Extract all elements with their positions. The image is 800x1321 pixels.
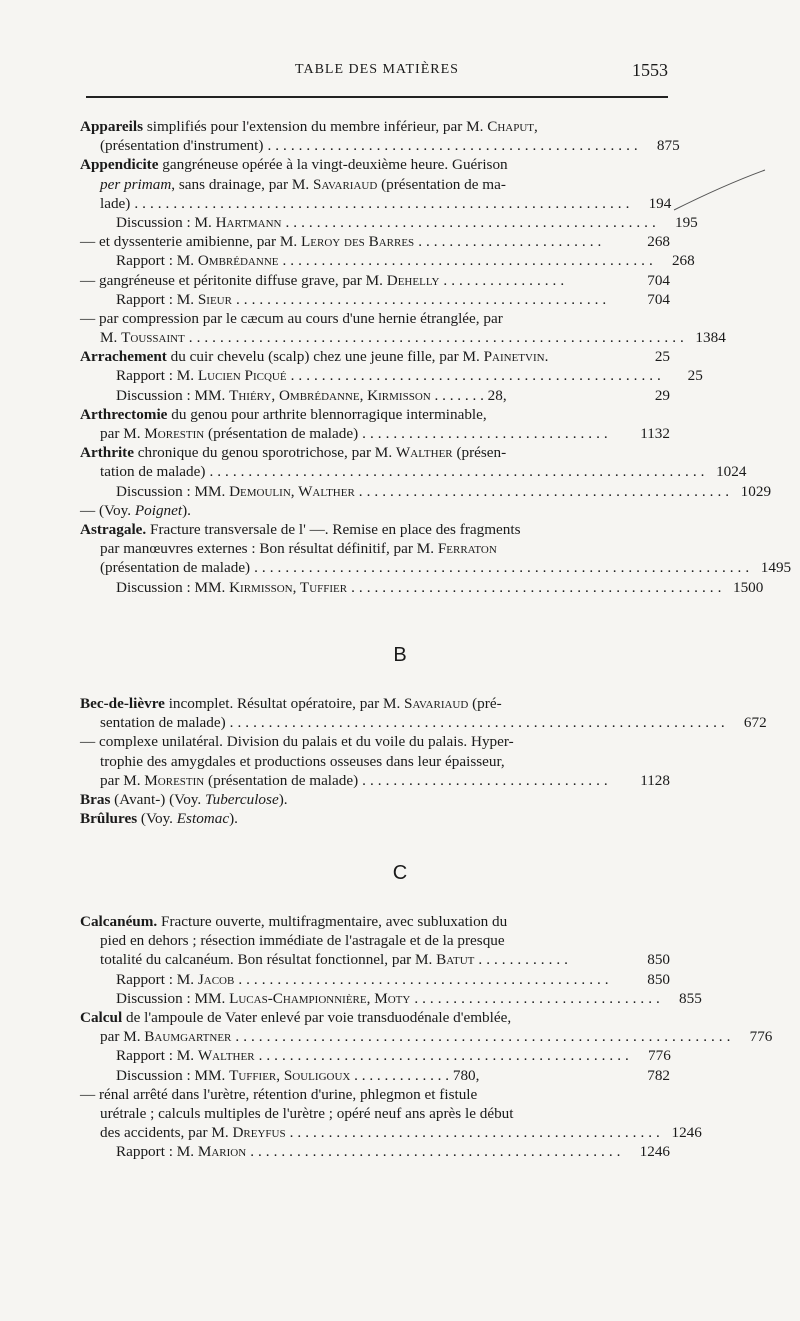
entry-line: Arthrite chronique du genou sporotrichose, par M. Walther (présen- — [80, 444, 507, 462]
entry-line: pied en dehors ; résection immédiate de l'astragale et de la presque — [100, 932, 505, 950]
entry-line: par M. Morestin (présentation de malade) ................................ 1132 — [100, 425, 670, 442]
entry-line: tation de malade) ................................................................ 1024 — [100, 463, 747, 481]
entry-line: Discussion : MM. Kirmisson, Tuffier ................................................ 1500 — [116, 578, 764, 596]
entry-line: par manœuvres externes : Bon résultat définitif, par M. Ferraton — [100, 540, 497, 558]
entry-line: Appareils simplifiés pour l'extension du membre inférieur, par M. Chaput, — [80, 118, 538, 135]
entry-line: — gangréneuse et péritonite diffuse grave, par M. Dehelly ................ 704 — [80, 271, 670, 289]
entry-line: totalité du calcanéum. Bon résultat fonctionnel, par M. Batut ............ 850 — [100, 951, 670, 969]
entry-line: Arthrectomie du genou pour arthrite blennorragique interminable, — [80, 405, 487, 423]
entry-line: — (Voy. Poignet). — [80, 501, 191, 519]
page-number: 1553 — [632, 60, 668, 80]
entry-line: Discussion : MM. Demoulin, Walther ................................................ 1029 — [116, 482, 772, 500]
entry-line: Discussion : MM. Lucas-Championnière, Moty ................................ 855 — [116, 989, 702, 1007]
entry-line: Rapport : M. Marion ................................................ 1246 — [116, 1143, 670, 1161]
section-letter-b: B — [393, 644, 407, 666]
entry-line: — complexe unilatéral. Division du palais et du voile du palais. Hyper- — [80, 733, 514, 751]
entry-line: urétrale ; calculs multiples de l'urètre ; opéré neuf ans après le début — [100, 1104, 514, 1122]
entry-line: Rapport : M. Walther ................................................ 776 — [116, 1047, 671, 1065]
header-rule — [86, 96, 668, 98]
entry-line: Rapport : M. Sieur ................................................ 704 — [116, 290, 670, 308]
entry-line: Discussion : MM. Tuffier, Souligoux . . . . . . . . . . . . . 780, 782 — [116, 1066, 670, 1084]
section-b — [80, 694, 767, 828]
entry-line: lade) ................................................................ 194 — [100, 194, 672, 212]
page-header — [86, 60, 668, 86]
entry-line: Bec-de-lièvre incomplet. Résultat opératoire, par M. Savariaud (pré- — [80, 695, 502, 712]
running-title: TABLE DES MATIÈRES — [295, 62, 459, 77]
entry-line: Bras (Avant-) (Voy. Tuberculose). — [80, 790, 288, 808]
entry-line: des accidents, par M. Dreyfus ................................................ 1246 — [100, 1124, 702, 1142]
entry-line: Rapport : M. Lucien Picqué ................................................ 25 — [116, 367, 703, 385]
entry-line: Calcanéum. Fracture ouverte, multifragmentaire, avec subluxation du — [80, 913, 508, 930]
entry-line: (présentation de malade) ................................................................ 1495 — [100, 559, 792, 577]
entry-line: Discussion : MM. Thiéry, Ombrédanne, Kirmisson . . . . . . . 28, 29 — [116, 386, 670, 404]
entry-line: Astragale. Fracture transversale de l' —. Remise en place des fragments — [80, 520, 521, 538]
entry-line: — et dyssenterie amibienne, par M. Leroy des Barres ........................ 268 — [80, 233, 670, 251]
entry-line: Brûlures (Voy. Estomac). — [80, 810, 238, 828]
section-letter-c: C — [392, 862, 408, 884]
pen-stroke-mark — [672, 168, 767, 213]
section-c — [80, 912, 773, 1161]
entry-line: — par compression par le cæcum au cours d'une hernie étranglée, par — [80, 309, 503, 327]
entry-line: trophie des amygdales et productions osseuses dans leur épaisseur, — [100, 752, 505, 770]
entry-line: M. Toussaint ................................................................ 1384 — [100, 329, 726, 347]
entry-line: par M. Morestin (présentation de malade) ................................ 1128 — [100, 771, 670, 789]
entry-line: Appendicite gangréneuse opérée à la vingt-deuxième heure. Guérison — [80, 156, 508, 174]
entry-line: par M. Baumgartner ................................................................ 776 — [100, 1028, 773, 1046]
entry-line: Calcul de l'ampoule de Vater enlevé par voie transduodénale d'emblée, — [80, 1008, 512, 1026]
section-a — [80, 117, 792, 597]
entry-line: sentation de malade) ................................................................ 672 — [100, 714, 767, 732]
entry-line: Arrachement du cuir chevelu (scalp) chez une jeune fille, par M. Painetvin. 25 — [80, 348, 670, 366]
entry-line: Rapport : M. Ombrédanne ................................................ 268 — [116, 252, 695, 270]
entry-line: Rapport : M. Jacob ................................................ 850 — [116, 970, 670, 988]
entry-line: (présentation d'instrument) ................................................ 875 — [100, 137, 680, 155]
entry-line: — rénal arrêté dans l'urètre, rétention d'urine, phlegmon et fistule — [80, 1085, 478, 1103]
entry-line: per primam, sans drainage, par M. Savariaud (présentation de ma- — [100, 175, 506, 193]
entry-line: Discussion : M. Hartmann ................................................ 195 — [116, 213, 698, 231]
